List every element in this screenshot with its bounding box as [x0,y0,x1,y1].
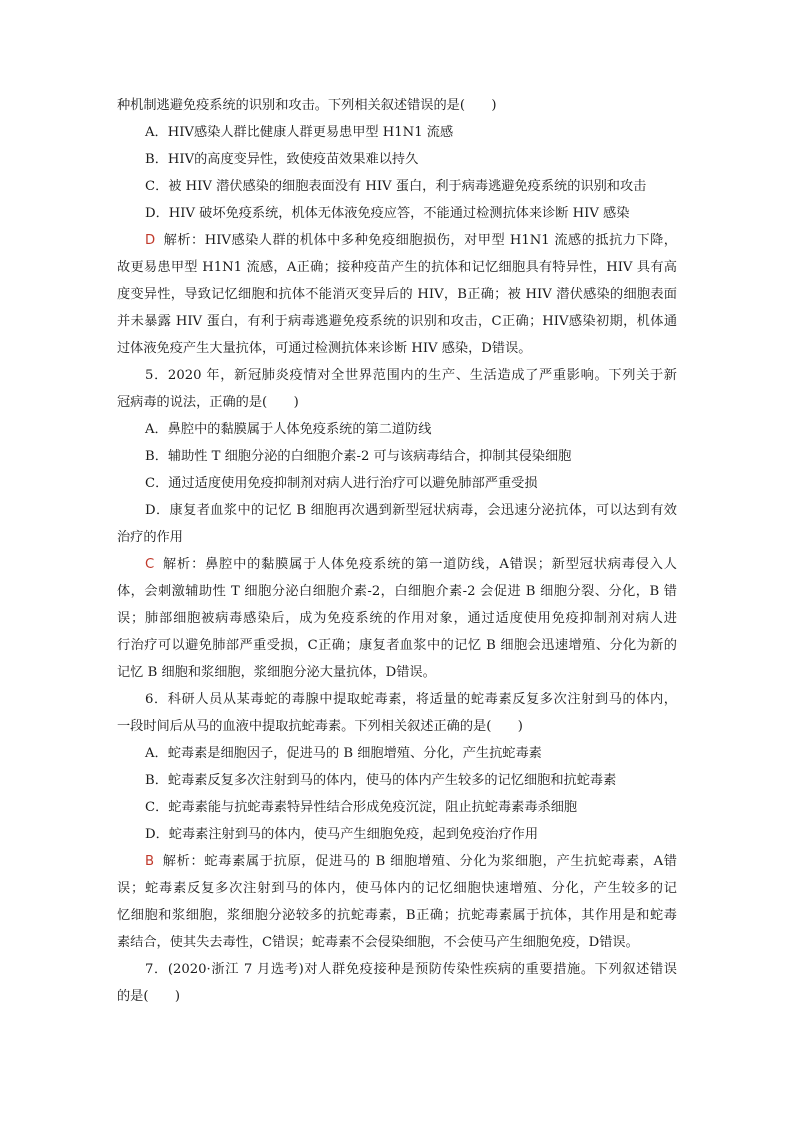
q6-analysis-line: 素结合，使其失去毒性，C错误；蛇毒素不会侵染细胞，不会使马产生细胞免疫，D错误。 [117,935,639,950]
q4-answer-key: D [145,233,156,248]
q6-answer-key: B [145,854,155,869]
question-content [117,92,677,1010]
q5-answer-key: C [145,557,155,572]
q4-option-c: C．被 HIV 潜伏感染的细胞表面没有 HIV 蛋白，利于病毒逃避免疫系统的识别和攻击 [145,179,647,194]
q4-option-d: D．HIV 破坏免疫系统，机体无体液免疫应答，不能通过检测抗体来诊断 HIV 感染 [145,206,630,221]
q4-analysis-line: 过体液免疫产生大量抗体，可通过检测抗体来诊断 HIV 感染，D错误。 [117,341,532,356]
q4-analysis-line: 故更易患甲型 H1N1 流感，A正确；接种疫苗产生的抗体和记忆细胞具有特异性，HIV 具有高 [117,260,677,275]
q6-analysis-line: B 解析：蛇毒素属于抗原，促进马的 B 细胞增殖、分化为浆细胞，产生抗蛇毒素，A错 [145,854,677,869]
q6-analysis-line: 忆细胞和浆细胞，浆细胞分泌较多的抗蛇毒素，B正确；抗蛇毒素属于抗体，其作用是和蛇毒 [117,908,677,923]
q5-analysis-line: 行治疗可以避免肺部严重受损，C正确；康复者血浆中的记忆 B 细胞会迅速增殖、分化为新的 [117,638,677,653]
q7-stem: 的是( ) [117,989,181,1004]
q6-option-b: B．蛇毒素反复多次注射到马的体内，使马的体内产生较多的记忆细胞和抗蛇毒素 [145,773,617,788]
q6-stem: 6．科研人员从某毒蛇的毒腺中提取蛇毒素，将适量的蛇毒素反复多次注射到马的体内， [145,692,677,707]
q7-stem: 7．(2020·浙江 7 月选考)对人群免疫接种是预防传染性疾病的重要措施。下列叙述错误 [145,962,677,977]
q6-option-d: D．蛇毒素注射到马的体内，使马产生细胞免疫，起到免疫治疗作用 [145,827,539,842]
q6-analysis-line: 误；蛇毒素反复多次注射到马的体内，使马体内的记忆细胞快速增殖、分化，产生较多的记 [117,881,677,896]
q4-option-b: B．HIV的高度变异性，致使疫苗效果难以持久 [145,152,419,167]
q5-option-d-cont: 治疗的作用 [117,530,183,545]
q5-option-b: B．辅助性 T 细胞分泌的白细胞介素-2 可与该病毒结合，抑制其侵染细胞 [145,449,572,464]
q5-option-a: A．鼻腔中的黏膜属于人体免疫系统的第二道防线 [145,422,432,437]
q5-option-d: D．康复者血浆中的记忆 B 细胞再次遇到新型冠状病毒，会迅速分泌抗体，可以达到有效 [145,503,677,518]
q4-analysis-line: 度变异性，导致记忆细胞和抗体不能消灭变异后的 HIV，B正确；被 HIV 潜伏感染的细胞表面 [117,287,677,302]
q5-analysis-line: 体，会刺激辅助性 T 细胞分泌白细胞介素-2，白细胞介素-2 会促进 B 细胞分裂、分化，B 错 [117,584,677,599]
q5-stem: 冠病毒的说法，正确的是( ) [117,395,299,410]
q6-option-a: A．蛇毒素是细胞因子，促进马的 B 细胞增殖、分化，产生抗蛇毒素 [145,746,542,761]
q6-option-c: C．蛇毒素能与抗蛇毒素特异性结合形成免疫沉淀，阻止抗蛇毒素毒杀细胞 [145,800,578,815]
q4-stem: 种机制逃避免疫系统的识别和攻击。下列相关叙述错误的是( ) [117,98,497,113]
q6-stem: 一段时间后从马的血液中提取抗蛇毒素。下列相关叙述正确的是( ) [117,719,523,734]
q4-analysis-line: D 解析：HIV感染人群的机体中多种免疫细胞损伤，对甲型 H1N1 流感的抵抗力下降， [145,233,677,248]
q5-analysis-line: 误；肺部细胞被病毒感染后，成为免疫系统的作用对象，通过适度使用免疫抑制剂对病人进 [117,611,677,626]
q5-analysis-line: 记忆 B 细胞和浆细胞，浆细胞分泌大量抗体，D错误。 [117,665,436,680]
q5-option-c: C．通过适度使用免疫抑制剂对病人进行治疗可以避免肺部严重受损 [145,476,538,491]
q5-analysis-line: C 解析：鼻腔中的黏膜属于人体免疫系统的第一道防线，A错误；新型冠状病毒侵入人 [145,557,677,572]
q5-stem: 5．2020 年，新冠肺炎疫情对全世界范围内的生产、生活造成了严重影响。下列关于新 [145,368,677,383]
q4-analysis-line: 并未暴露 HIV 蛋白，有利于病毒逃避免疫系统的识别和攻击，C正确；HIV感染初期，机体通 [117,314,677,329]
q4-option-a: A．HIV感染人群比健康人群更易患甲型 H1N1 流感 [145,125,454,140]
